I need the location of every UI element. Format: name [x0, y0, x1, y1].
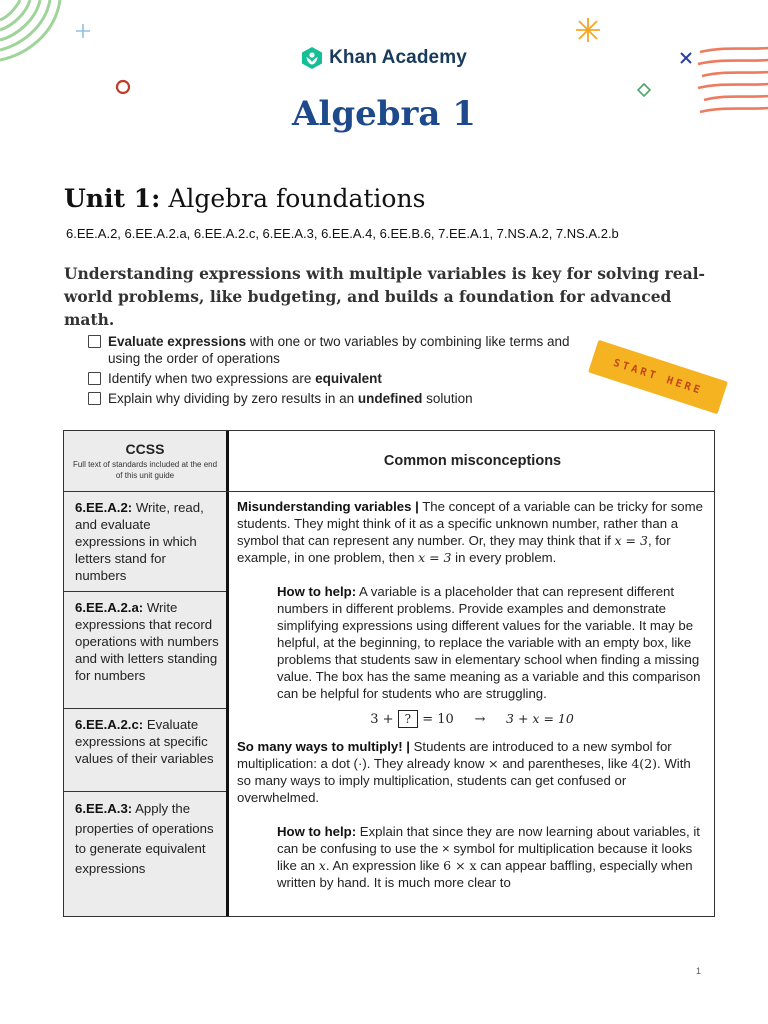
brand-header: [0, 46, 768, 70]
standard-cell: 6.EE.A.2.a: Write expressions that record operations with numbers and with letters standing for numbers: [75, 600, 219, 683]
misconception-variables: Misunderstanding variables | The concept of a variable can be tricky for some students. They might think of it as a specific unknown number, rather than a symbol that can represent any number. Or, they may think that if x = 3, for example, in one problem, then x = 3 in every problem.: [237, 499, 703, 565]
khan-academy-logo-icon: [301, 46, 323, 70]
ccss-header: CCSS: [125, 441, 165, 457]
checklist-item: [88, 370, 578, 387]
standard-cell: 6.EE.A.2.c: Evaluate expressions at specific values of their variables: [75, 717, 214, 766]
page-number: 1: [696, 966, 702, 976]
ccss-subheader: Full text of standards included at the end of this unit guide: [72, 460, 218, 480]
unit-prefix: Unit 1:: [64, 184, 161, 213]
unit-heading: [64, 184, 425, 213]
checklist-item: [88, 333, 578, 367]
row-divider: [64, 708, 226, 709]
plus-decoration: [74, 22, 92, 40]
standard-cell: 6.EE.A.2: Write, read, and evaluate expressions in which letters stand for numbers: [75, 500, 204, 583]
box-equation: 3 + ? = 10 → 3 + x = 10: [370, 711, 574, 727]
start-here-label: START HERE: [611, 356, 705, 398]
standards-list: 6.EE.A.2, 6.EE.A.2.a, 6.EE.A.2.c, 6.EE.A.3, 6.EE.A.4, 6.EE.B.6, 7.EE.A.1, 7.NS.A.2, 7.NS.A.2.b: [66, 226, 619, 241]
standards-table: [63, 430, 715, 917]
checkbox[interactable]: [88, 372, 101, 385]
misconception-multiply: So many ways to multiply! | Students are introduced to a new symbol for multiplication: a dot (·). They already know × and parentheses, like 4(2). With so many ways to imply multiplication, students can get confused or overwhelmed.: [237, 739, 691, 805]
header-divider: [64, 491, 714, 492]
misconceptions-content: [237, 498, 707, 891]
row-divider: [64, 791, 226, 792]
star-burst-decoration: [574, 16, 602, 44]
misconceptions-header: Common misconceptions: [383, 453, 562, 469]
intro-text: Understanding expressions with multiple variables is key for solving real-world problems, like budgeting, and builds a foundation for advanced math.: [64, 264, 705, 329]
page-title: Algebra 1: [292, 94, 476, 134]
arrow-icon: →: [474, 712, 486, 727]
how-to-help-multiply: How to help: Explain that since they are now learning about variables, it can be confusing to use the × symbol for multiplication because it looks like an x. An expression like 6 × x can appear baffling, especially when written by hand. It is much more clear to: [277, 824, 700, 890]
checklist-item: [88, 390, 578, 407]
how-to-help-variables: How to help: A variable is a placeholder that can represent different numbers in different problems. Provide examples and demonstrate simplifying expressions using different values for the variable. It may be helpful, at the beginning, to replace the variable with an empty box, like problems that students saw in elementary school when finding a missing value. The box has the same meaning as a variable and this comparison can be helpful for students who are struggling.: [277, 584, 701, 701]
learning-checklist: [88, 333, 578, 410]
unit-name: Algebra foundations: [168, 184, 426, 213]
empty-box: ?: [398, 710, 418, 728]
start-here-tag: [588, 340, 728, 414]
checkbox[interactable]: [88, 335, 101, 348]
standard-cell: 6.EE.A.3: Apply the properties of operations to generate equivalent expressions: [75, 801, 214, 876]
column-divider: [226, 431, 229, 916]
checklist-item-text: Explain why dividing by zero results in an undefined solution: [108, 391, 473, 406]
checkbox[interactable]: [88, 392, 101, 405]
brand-name: Khan Academy: [329, 47, 467, 68]
row-divider: [64, 591, 226, 592]
checklist-item-text: Identify when two expressions are equivalent: [108, 371, 382, 386]
checklist-item-text: Evaluate expressions with one or two variables by combining like terms and using the order of operations: [108, 334, 570, 366]
